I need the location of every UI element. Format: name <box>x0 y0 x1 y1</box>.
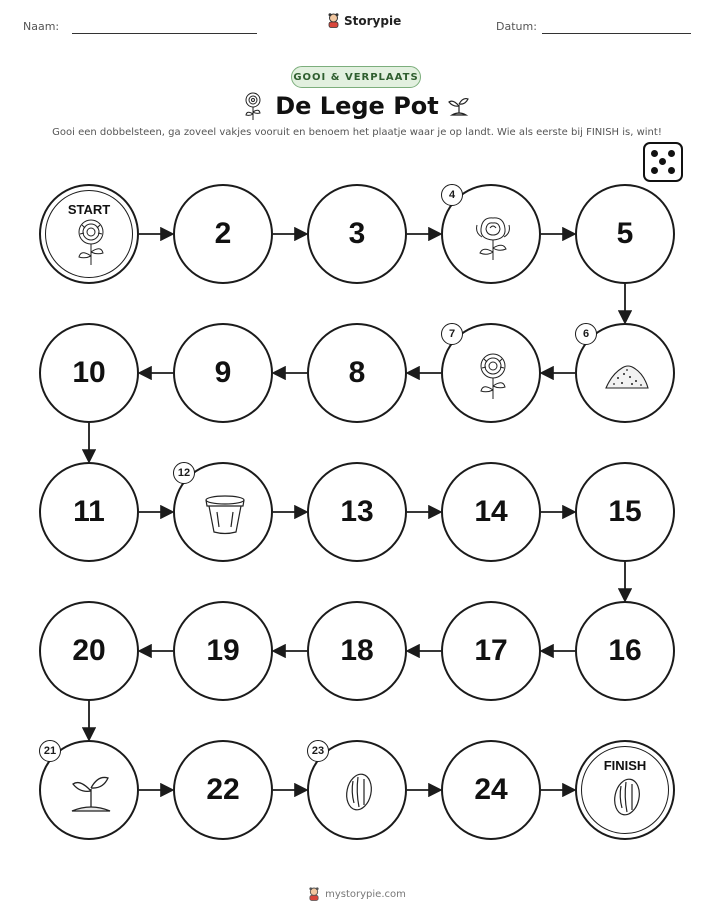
space-number-badge: 6 <box>575 323 597 345</box>
space-number: 14 <box>474 495 508 528</box>
seed-icon <box>334 767 384 817</box>
space-number: 11 <box>73 495 105 528</box>
space-number-badge: 7 <box>441 323 463 345</box>
board-space-16 <box>575 601 675 701</box>
space-number: 18 <box>340 634 374 667</box>
board-space-4 <box>441 184 541 284</box>
space-number: 13 <box>340 495 374 528</box>
pot-icon <box>200 489 250 539</box>
board-space-15 <box>575 462 675 562</box>
soil-pile-icon <box>602 350 652 400</box>
board-space-5 <box>575 184 675 284</box>
brand-name: Storypie <box>344 13 402 28</box>
board-space-3 <box>307 184 407 284</box>
board-space-13 <box>307 462 407 562</box>
page-title: De Lege Pot <box>275 92 439 120</box>
board-space-19 <box>173 601 273 701</box>
board-space-10 <box>39 323 139 423</box>
board-space-7 <box>441 323 541 423</box>
space-number: 2 <box>214 217 232 250</box>
space-number: 10 <box>72 356 106 389</box>
board-space-2 <box>173 184 273 284</box>
space-number-badge: 21 <box>39 740 61 762</box>
board-space-9 <box>173 323 273 423</box>
finish-label: FINISH <box>603 758 647 773</box>
board-space-20 <box>39 601 139 701</box>
start-space <box>39 184 139 284</box>
flower-icon <box>66 216 116 266</box>
sprout-icon <box>66 767 116 817</box>
instruction-text: Gooi een dobbelsteen, ga zoveel vakjes vooruit en benoem het plaatje waar je op landt. Wie als eerste bij FINISH is, wint! <box>52 127 662 138</box>
footer <box>0 887 714 901</box>
space-number: 3 <box>348 217 366 250</box>
board-space-18 <box>307 601 407 701</box>
seed-icon <box>602 772 652 822</box>
board-space-21 <box>39 740 139 840</box>
space-number: 19 <box>206 634 240 667</box>
space-number-badge: 12 <box>173 462 195 484</box>
space-number: 9 <box>214 356 232 389</box>
board-space-8 <box>307 323 407 423</box>
finish-space <box>575 740 675 840</box>
space-number-badge: 4 <box>441 184 463 206</box>
board-space-22 <box>173 740 273 840</box>
board-space-14 <box>441 462 541 562</box>
board-space-17 <box>441 601 541 701</box>
start-label: START <box>67 202 111 217</box>
flower-icon <box>468 350 518 400</box>
space-number: 5 <box>616 217 634 250</box>
board-space-11 <box>39 462 139 562</box>
board-space-23 <box>307 740 407 840</box>
space-number: 22 <box>206 773 240 806</box>
storypie-mascot-icon <box>308 887 320 901</box>
date-label: Datum: <box>496 20 537 33</box>
activity-type-badge: GOOI & VERPLAATS <box>291 66 421 88</box>
space-number: 20 <box>72 634 106 667</box>
peony-icon <box>468 211 518 261</box>
space-number: 8 <box>348 356 366 389</box>
space-number: 15 <box>608 495 642 528</box>
space-number: 24 <box>474 773 508 806</box>
space-number-badge: 23 <box>307 740 329 762</box>
space-number: 16 <box>608 634 642 667</box>
name-label: Naam: <box>23 20 60 33</box>
space-number: 17 <box>474 634 508 667</box>
board-space-24 <box>441 740 541 840</box>
footer-url[interactable]: mystorypie.com <box>325 888 406 900</box>
board-space-6 <box>575 323 675 423</box>
board-space-12 <box>173 462 273 562</box>
